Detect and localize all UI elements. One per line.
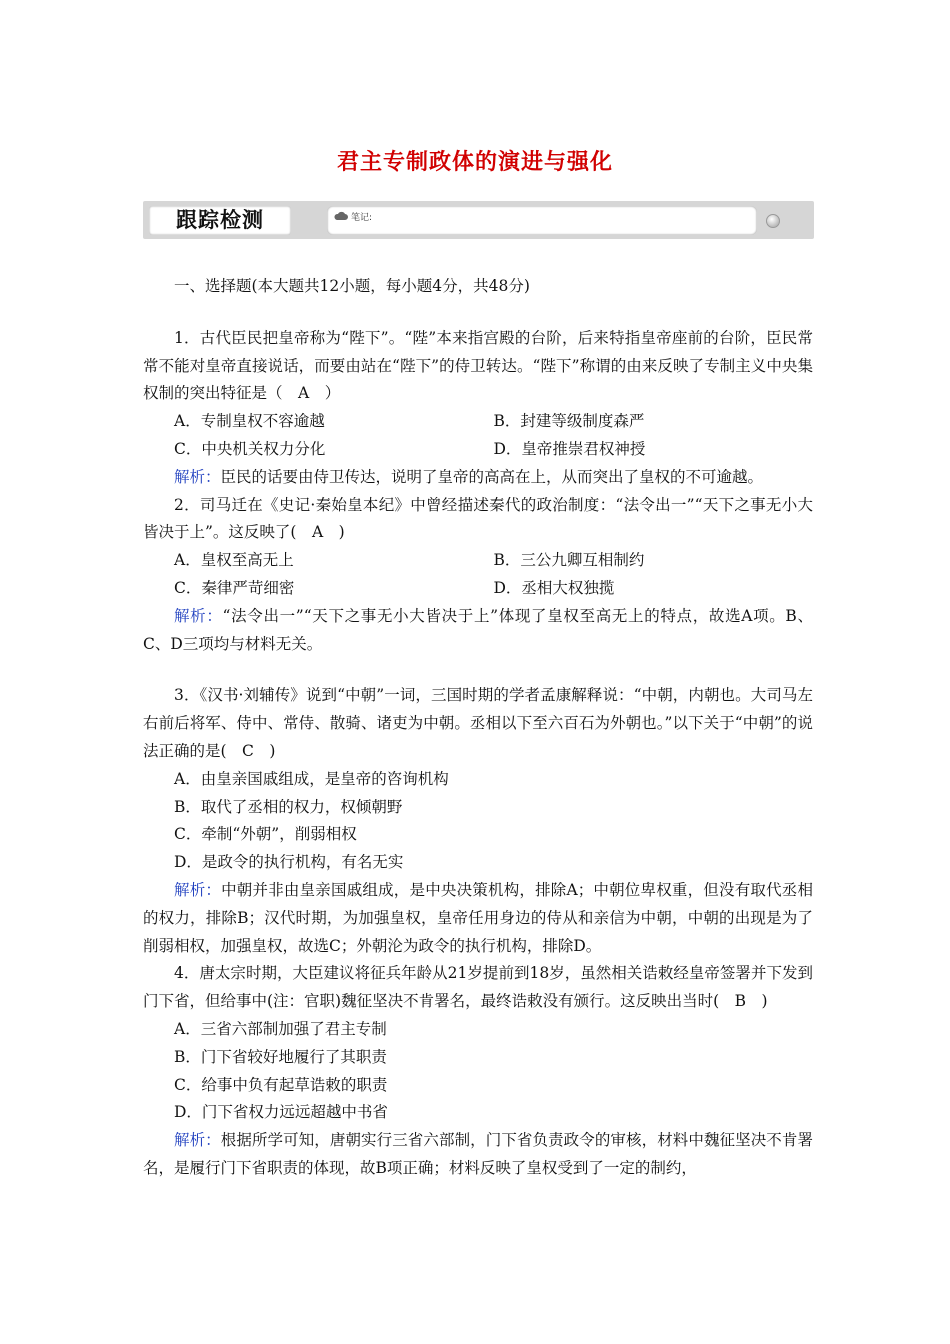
option: A．专制皇权不容逾越 (174, 412, 325, 431)
cloud-icon (334, 211, 348, 221)
option-row (143, 1099, 813, 1127)
option-row (143, 1016, 813, 1044)
analysis-text: 中朝并非由皇亲国戚组成，是中央决策机构，排除A；中朝位卑权重，但没有取代丞相的权力，排除B；汉代时期，为加强皇权，皇帝任用身边的侍从和亲信为中朝，中朝的出现是为了削弱相权，加强皇权，故选C；外朝沦为政令的执行机构，排除D。 (143, 880, 813, 955)
option-row (143, 1044, 813, 1072)
option-row (143, 547, 813, 575)
analysis (143, 464, 813, 492)
option-row (143, 794, 813, 822)
option-row (143, 1072, 813, 1100)
analysis-label: 解析： (174, 606, 223, 625)
option: B．封建等级制度森严 (493, 412, 645, 431)
option-row (143, 821, 813, 849)
option-row (143, 575, 813, 603)
option: D．丞相大权独揽 (493, 578, 615, 597)
option: A．三省六部制加强了君主专制 (174, 1019, 387, 1038)
option: D．是政令的执行机构，有名无实 (174, 853, 404, 872)
analysis-text: 根据所学可知，唐朝实行三省六部制，门下省负责政令的审核，材料中魏征坚决不肯署名，是履行门下省职责的体现，故B项正确；材料反映了皇权受到了一定的制约， (143, 1131, 813, 1177)
banner-label: 跟踪检测 (149, 206, 291, 235)
question-stem: 1．古代臣民把皇帝称为“陛下”。“陛”本来指宫殿的台阶，后来特指皇帝座前的台阶，臣民常常不能对皇帝直接说话，而要由站在“陛下”的侍卫转达。“陛下”称谓的由来反映了专制主义中央集权制的突出特征是（ A ） (143, 328, 813, 403)
section-heading: 一、选择题(本大题共12小题，每小题4分，共48分) (174, 277, 530, 295)
option: D．门下省权力远远超越中书省 (174, 1103, 388, 1122)
option: D．皇帝推崇君权神授 (493, 439, 646, 458)
option-row (143, 436, 813, 464)
notes-field[interactable] (327, 206, 757, 235)
analysis (143, 603, 813, 659)
option-row (143, 849, 813, 877)
option-row (143, 408, 813, 436)
option: A．皇权至高无上 (174, 551, 294, 570)
analysis (143, 1127, 813, 1183)
analysis-label: 解析： (174, 880, 222, 899)
option: A．由皇亲国戚组成，是皇帝的咨询机构 (174, 769, 449, 788)
tracking-banner (143, 201, 814, 239)
notes-label: 笔记: (351, 213, 373, 223)
analysis-label: 解析： (174, 1131, 221, 1150)
analysis-text: 臣民的话要由侍卫传达，说明了皇帝的高高在上，从而突出了皇权的不可逾越。 (220, 467, 764, 486)
option: C．秦律严苛细密 (174, 578, 295, 597)
option-row (143, 766, 813, 794)
option: C．中央机关权力分化 (174, 439, 326, 458)
analysis (143, 877, 813, 960)
question-stem: 3．《汉书·刘辅传》说到“中朝”一词，三国时期的学者孟康解释说：“中朝，内朝也。大司马左右前后将军、侍中、常侍、散骑、诸吏为中朝。丞相以下至六百石为外朝也。”以下关于“中朝”的说法正确的是( C ) (143, 686, 813, 760)
option: C．给事中负有起草诰敕的职责 (174, 1075, 388, 1094)
option: C．牵制“外朝”，削弱相权 (174, 825, 357, 844)
option: B．三公九卿互相制约 (493, 551, 645, 570)
option: B．门下省较好地履行了其职责 (174, 1047, 387, 1066)
question-stem: 2．司马迁在《史记·秦始皇本纪》中曾经描述秦代的政治制度：“法令出一”“天下之事无小大皆决于上”。这反映了( A ) (143, 495, 813, 542)
question-content (143, 273, 813, 1183)
page-title: 君主专制政体的演进与强化 (336, 150, 613, 175)
pin-icon[interactable] (766, 214, 780, 228)
analysis-text: “法令出一”“天下之事无小大皆决于上”体现了皇权至高无上的特点，故选A项。B、C、D三项均与材料无关。 (143, 606, 813, 653)
option: B．取代了丞相的权力，权倾朝野 (174, 797, 403, 816)
analysis-label: 解析： (174, 467, 221, 486)
question-stem: 4．唐太宗时期，大臣建议将征兵年龄从21岁提前到18岁，虽然相关诰敕经皇帝签署并下发到门下省，但给事中(注：官职)魏征坚决不肯署名，最终诰敕没有颁行。这反映出当时( B ) (143, 964, 813, 1011)
